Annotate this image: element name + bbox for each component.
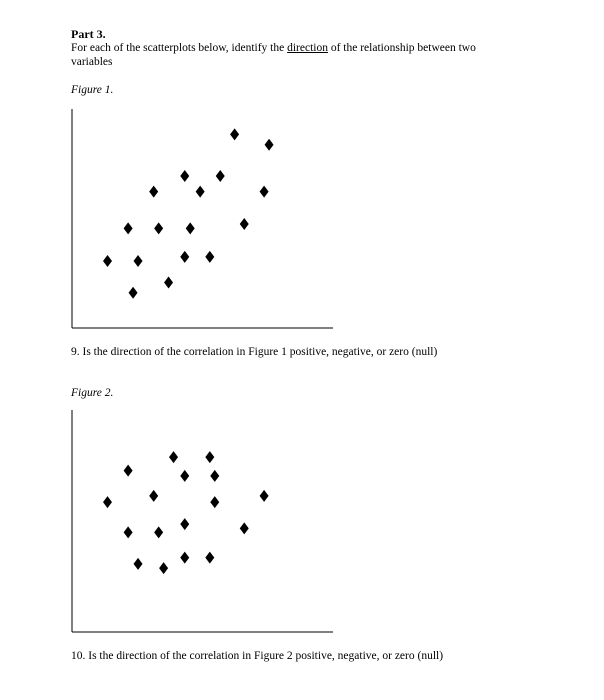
scatter-point: [180, 518, 189, 530]
scatter-point: [196, 186, 205, 198]
scatter-point: [129, 287, 138, 299]
instructions-text-end: of the relationship between two variables: [71, 42, 476, 68]
part-title: Part 3.: [71, 27, 106, 41]
figure-2-label: Figure 2.: [71, 387, 114, 399]
scatter-point: [186, 222, 195, 234]
scatter-point: [180, 552, 189, 564]
scatter-point: [260, 490, 269, 502]
scatter-point: [205, 251, 214, 263]
scatter-point: [159, 562, 168, 574]
figure-1-points: [103, 128, 274, 298]
scatter-point: [205, 451, 214, 463]
scatter-point: [124, 465, 133, 477]
scatter-point: [124, 526, 133, 538]
scatter-point: [180, 251, 189, 263]
scatter-point: [210, 470, 219, 482]
scatter-point: [149, 186, 158, 198]
scatter-point: [216, 170, 225, 182]
scatter-point: [154, 222, 163, 234]
scatter-point: [149, 490, 158, 502]
scatter-point: [164, 276, 173, 288]
scatter-point: [265, 139, 274, 151]
scatter-point: [180, 470, 189, 482]
scatter-point: [240, 522, 249, 534]
scatter-point: [180, 170, 189, 182]
scatter-point: [210, 496, 219, 508]
figure-2-points: [103, 451, 269, 574]
scatter-point: [103, 255, 112, 267]
figure-1-label: Figure 1.: [71, 84, 114, 96]
figure-1-scatterplot: [0, 100, 604, 340]
figure-2-scatterplot: [0, 400, 604, 640]
scatter-point: [124, 222, 133, 234]
scatter-point: [205, 552, 214, 564]
scatter-point: [169, 451, 178, 463]
question-10: 10. Is the direction of the correlation in Figure 2 positive, negative, or zero (null): [71, 650, 444, 662]
scatter-point: [240, 218, 249, 230]
scatter-point: [134, 255, 143, 267]
instructions-text-start: For each of the scatterplots below, identify the: [71, 42, 288, 54]
scatter-point: [230, 128, 239, 140]
scatter-point: [103, 496, 112, 508]
question-9: 9. Is the direction of the correlation in Figure 1 positive, negative, or zero (null): [71, 346, 438, 358]
scatter-point: [154, 526, 163, 538]
scatter-point: [260, 186, 269, 198]
direction-term: direction: [287, 42, 328, 54]
scatter-point: [134, 558, 143, 570]
instructions: [71, 41, 511, 69]
